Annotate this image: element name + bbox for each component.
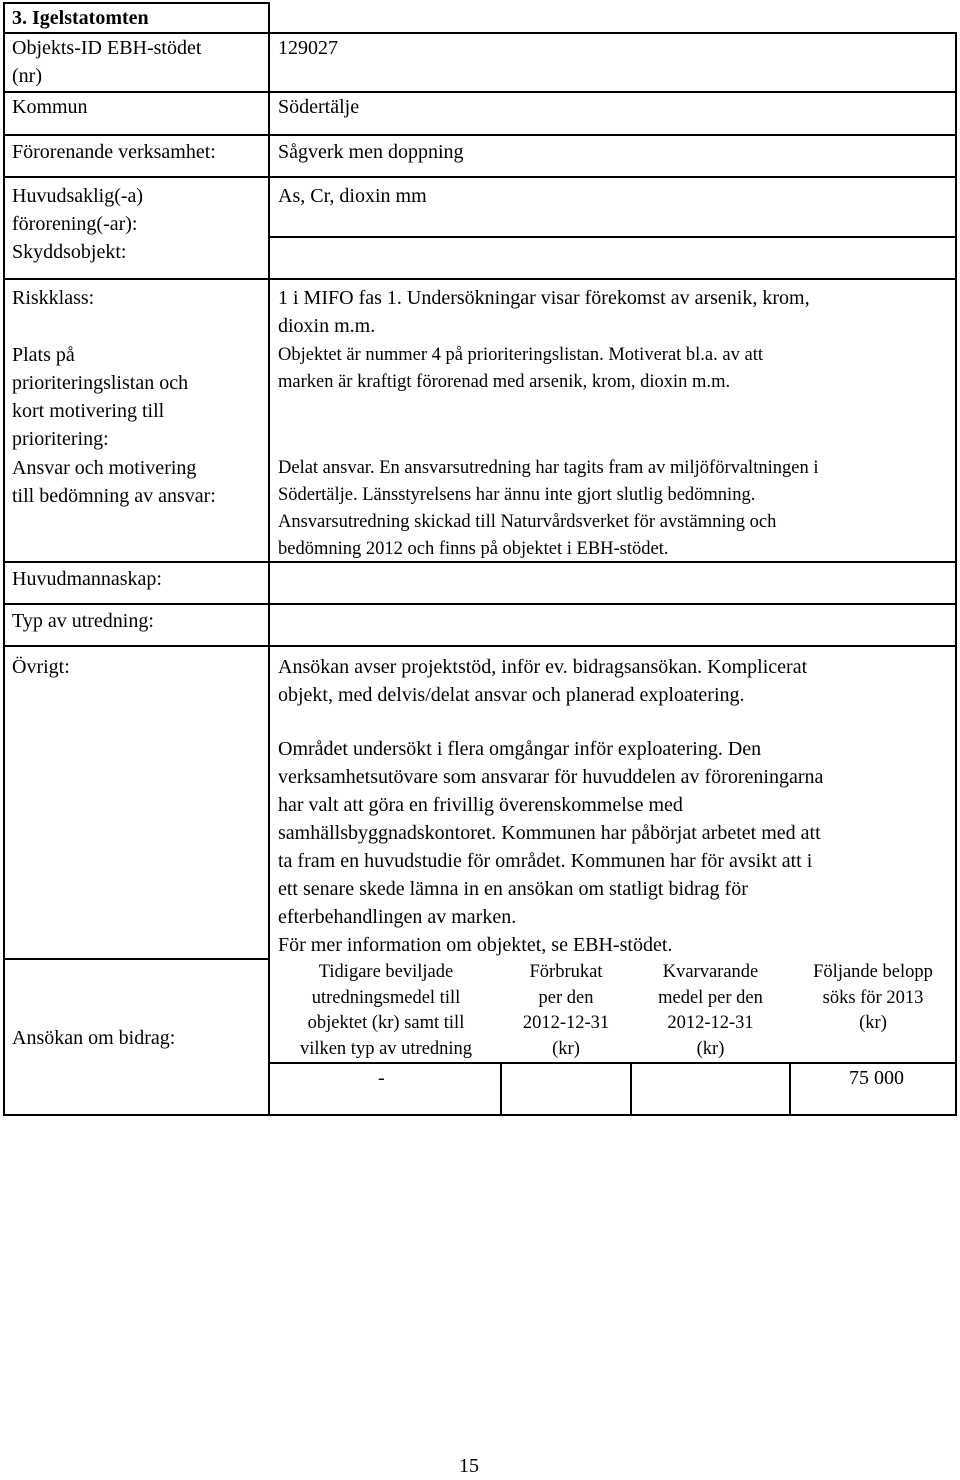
value-fororenande-verksamhet: Sågverk men doppning: [278, 141, 464, 163]
value-line: Ansvarsutredning skickad till Naturvårdsverket för avstämning och: [278, 512, 777, 532]
row-separator: [3, 91, 957, 93]
label-riskklass: Riskklass:: [12, 287, 95, 309]
label-line: Objekts-ID EBH-stödet: [12, 37, 202, 59]
label-line: Plats på: [12, 344, 75, 366]
row-separator: [3, 278, 957, 280]
label-fororenande-verksamhet: Förorenande verksamhet:: [12, 141, 216, 163]
value-line: verksamhetsutövare som ansvarar för huvuddelen av föroreningarna: [278, 766, 824, 788]
header-line: vilken typ av utredning: [299, 1038, 473, 1059]
row-separator: [3, 134, 957, 136]
label-ansokan-om-bidrag: Ansökan om bidrag:: [12, 1027, 176, 1049]
value-line: Ansökan avser projektstöd, inför ev. bidragsansökan. Komplicerat: [278, 656, 808, 678]
header-line: (kr): [696, 1038, 725, 1059]
header-line: per den: [538, 987, 594, 1008]
label-line: Ansvar och motivering: [12, 457, 197, 479]
header-line: 2012-12-31: [667, 1013, 754, 1033]
table-border-bottom: [3, 1114, 957, 1116]
row-separator: [3, 176, 957, 178]
value-ovrigt-paragraph-2: [278, 735, 823, 959]
label-huvudsaklig-fororening: [12, 182, 143, 238]
grant-table-vline: [500, 1062, 502, 1116]
header-line: medel per den: [658, 987, 763, 1008]
value-line: För mer information om objektet, se EBH-stödet.: [278, 934, 673, 956]
grant-value-foljande-belopp: 75 000: [849, 1067, 904, 1089]
label-line: Huvudsaklig(-a): [12, 185, 144, 207]
value-kommun: Södertälje: [278, 96, 360, 118]
section-title: 3. Igelstatomten: [12, 7, 149, 29]
value-line: Södertälje. Länsstyrelsens har ännu inte gjort slutlig bedömning.: [278, 485, 756, 505]
value-line: 1 i MIFO fas 1. Undersökningar visar förekomst av arsenik, krom,: [278, 287, 810, 309]
row-separator: [3, 645, 957, 647]
page-number: 15: [459, 1455, 479, 1477]
value-line: efterbehandlingen av marken.: [278, 906, 517, 928]
value-ansvar: [278, 455, 818, 563]
label-line: prioritering:: [12, 428, 109, 450]
label-line: till bedömning av ansvar:: [12, 485, 216, 507]
value-huvudsaklig-fororening: As, Cr, dioxin mm: [278, 185, 427, 207]
value-objekts-id: 129027: [278, 37, 338, 59]
row-separator: [3, 603, 957, 605]
value-ovrigt-paragraph-1: [278, 653, 807, 709]
label-line: (nr): [12, 65, 42, 87]
header-line: objektet (kr) samt till: [307, 1013, 465, 1033]
header-line: Kvarvarande: [662, 962, 759, 982]
value-line: Objektet är nummer 4 på prioriteringslistan. Motiverat bl.a. av att: [278, 345, 763, 365]
value-line: dioxin m.m.: [278, 315, 376, 337]
value-line: samhällsbyggnadskontoret. Kommunen har påbörjat arbetet med att: [278, 822, 821, 844]
label-line: förorening(-ar):: [12, 213, 138, 235]
label-objekts-id: [12, 34, 201, 90]
table-border-right: [955, 32, 957, 1116]
label-line: prioriteringslistan och: [12, 372, 189, 394]
grant-header-kvarvarande: [632, 960, 789, 1062]
value-line: bedömning 2012 och finns på objektet i EBH-stödet.: [278, 539, 669, 559]
value-plats-prioriteringslistan: [278, 342, 763, 396]
header-line: (kr): [859, 1013, 887, 1033]
label-plats-prioriteringslistan: [12, 341, 188, 453]
grant-table-vline: [630, 1062, 632, 1116]
column-divider: [268, 32, 270, 1116]
header-line: 2012-12-31: [522, 1013, 610, 1033]
grant-header-foljande-belopp: [791, 960, 955, 1037]
label-huvudmannaskap: Huvudmannaskap:: [12, 568, 162, 590]
title-border-right: [268, 2, 270, 33]
table-border-left: [3, 2, 5, 1116]
header-line: Förbrukat: [529, 962, 603, 982]
value-line: Området undersökt i flera omgångar inför exploatering. Den: [278, 738, 762, 760]
header-line: Följande belopp: [813, 962, 933, 982]
header-line: Tidigare beviljade: [318, 962, 454, 982]
label-ansvar: [12, 454, 216, 510]
value-line: objekt, med delvis/delat ansvar och planerad exploatering.: [278, 684, 745, 706]
label-kommun: Kommun: [12, 96, 88, 118]
value-line: har valt att göra en frivillig överenskommelse med: [278, 794, 683, 816]
label-ovrigt: Övrigt:: [12, 656, 70, 678]
value-line: ta fram en huvudstudie för området. Kommunen har för avsikt att i: [278, 850, 813, 872]
row-separator: [270, 236, 957, 238]
header-line: (kr): [552, 1038, 580, 1059]
header-line: utredningsmedel till: [311, 987, 461, 1008]
label-line: kort motivering till: [12, 400, 165, 422]
header-line: söks för 2013: [822, 987, 924, 1008]
value-riskklass: [278, 284, 810, 340]
grant-value-tidigare: -: [378, 1067, 385, 1089]
value-line: ett senare skede lämna in en ansökan om statligt bidrag för: [278, 878, 748, 900]
grant-header-forbrukat: [502, 960, 630, 1062]
value-line: marken är kraftigt förorenad med arsenik, krom, dioxin m.m.: [278, 372, 731, 392]
grant-header-tidigare: [272, 960, 500, 1062]
label-typ-av-utredning: Typ av utredning:: [12, 610, 154, 632]
label-skyddsobjekt: Skyddsobjekt:: [12, 241, 127, 263]
row-separator: [3, 958, 270, 960]
value-line: Delat ansvar. En ansvarsutredning har tagits fram av miljöförvaltningen i: [278, 458, 819, 478]
